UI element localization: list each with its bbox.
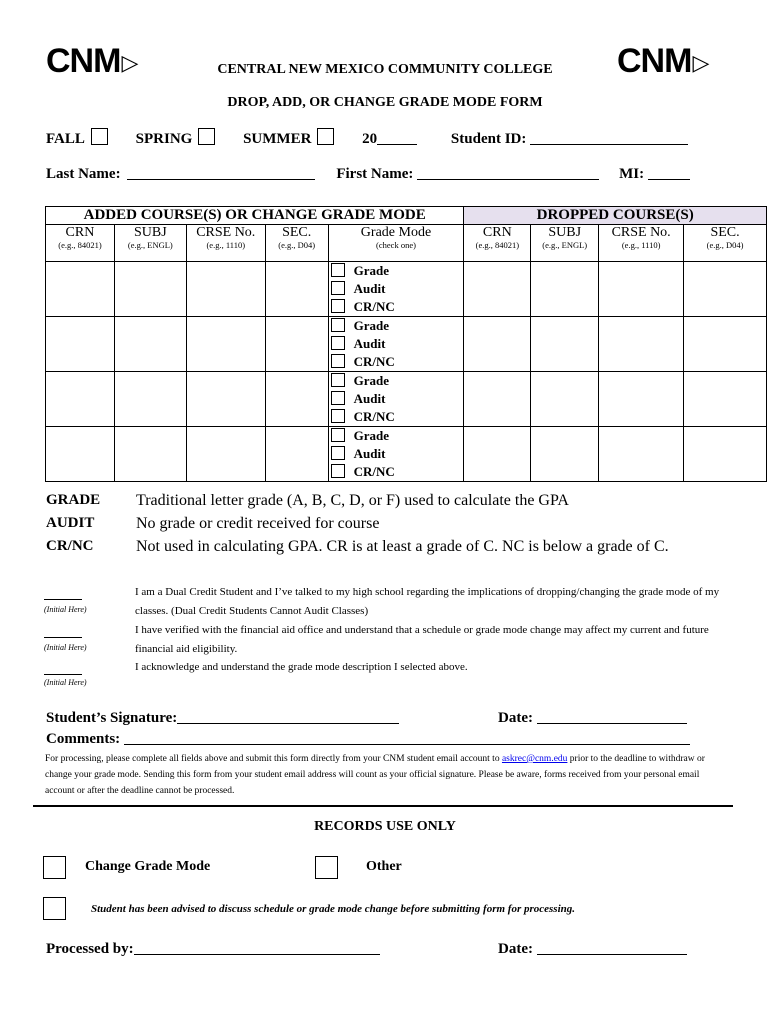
grade-mode-checkbox[interactable] <box>331 336 345 350</box>
dropped-crse-cell[interactable] <box>599 317 684 372</box>
grade-mode-option-label: CR/NC <box>353 299 395 314</box>
added-subj-header: SUBJ (e.g., ENGL) <box>114 225 186 262</box>
dropped-crn-cell[interactable] <box>464 262 531 317</box>
change-grade-mode-option: Change Grade Mode <box>43 856 66 884</box>
grade-mode-option[interactable] <box>329 463 464 481</box>
grade-mode-checkbox[interactable] <box>331 428 345 442</box>
dropped-crn-cell[interactable] <box>464 427 531 482</box>
definition-row: CR/NC Not used in calculating GPA. CR is at least a grade of C. NC is below a grade of C. <box>46 538 669 555</box>
added-crn-cell[interactable] <box>46 317 115 372</box>
student-id-field[interactable] <box>530 144 688 145</box>
added-crse-cell[interactable] <box>186 317 265 372</box>
grade-mode-cell <box>328 427 464 482</box>
processed-by-label: Processed by: <box>46 941 134 957</box>
dropped-subj-cell[interactable] <box>531 372 599 427</box>
course-row <box>46 372 767 427</box>
advised-option: Student has been advised to discuss schedule or grade mode change before submitting form for processing. <box>43 897 66 925</box>
dropped-sec-cell[interactable] <box>684 372 767 427</box>
added-crse-cell[interactable] <box>186 262 265 317</box>
added-subj-cell[interactable] <box>114 317 186 372</box>
change-grade-mode-checkbox[interactable] <box>43 856 66 879</box>
added-courses-header: ADDED COURSE(S) OR CHANGE GRADE MODE <box>46 207 464 225</box>
comments-field[interactable] <box>124 744 690 745</box>
grade-mode-cell <box>328 317 464 372</box>
grade-mode-option[interactable] <box>329 298 464 316</box>
dropped-courses-header: DROPPED COURSE(S) <box>464 207 767 225</box>
askrec-email-link[interactable]: askrec@cnm.edu <box>501 754 568 764</box>
added-subj-cell[interactable] <box>114 372 186 427</box>
spring-label: SPRING <box>135 131 193 147</box>
grade-mode-option[interactable] <box>329 372 464 390</box>
grade-mode-option[interactable] <box>329 317 464 335</box>
grade-mode-option-label: CR/NC <box>353 354 395 369</box>
added-crn-cell[interactable] <box>46 262 115 317</box>
grade-mode-checkbox[interactable] <box>331 446 345 460</box>
logo-arrow-icon: ▷ <box>121 50 138 76</box>
added-crn-cell[interactable] <box>46 427 115 482</box>
initial-field-1[interactable] <box>44 599 82 600</box>
processed-by-row <box>46 941 746 958</box>
added-crse-cell[interactable] <box>186 427 265 482</box>
course-row <box>46 317 767 372</box>
signature-row <box>46 710 746 727</box>
dropped-crse-cell[interactable] <box>599 262 684 317</box>
comments-label: Comments: <box>46 731 121 747</box>
grade-mode-header: Grade Mode (check one) <box>328 225 464 262</box>
signature-field[interactable] <box>177 723 399 724</box>
dropped-sec-cell[interactable] <box>684 317 767 372</box>
advised-checkbox[interactable] <box>43 897 66 920</box>
comments-row <box>46 731 746 748</box>
grade-mode-option[interactable] <box>329 427 464 445</box>
grade-mode-checkbox[interactable] <box>331 281 345 295</box>
course-table <box>45 206 767 482</box>
grade-mode-option-label: Grade <box>353 428 389 443</box>
dropped-crn-cell[interactable] <box>464 317 531 372</box>
initial-field-2[interactable] <box>44 637 82 638</box>
definition-row: GRADE Traditional letter grade (A, B, C, D, or F) used to calculate the GPA <box>46 492 569 509</box>
grade-mode-option[interactable] <box>329 445 464 463</box>
grade-mode-option-label: Grade <box>353 318 389 333</box>
fall-checkbox[interactable] <box>91 128 108 145</box>
other-checkbox[interactable] <box>315 856 338 879</box>
spring-checkbox[interactable] <box>198 128 215 145</box>
term-row <box>46 128 746 148</box>
college-name: CENTRAL NEW MEXICO COMMUNITY COLLEGE <box>217 62 553 77</box>
added-subj-cell[interactable] <box>114 262 186 317</box>
dropped-crn-header: CRN (e.g., 84021) <box>464 225 531 262</box>
grade-mode-checkbox[interactable] <box>331 354 345 368</box>
initial-field-3[interactable] <box>44 674 82 675</box>
dropped-sec-cell[interactable] <box>684 262 767 317</box>
year-prefix: 20 <box>362 131 378 147</box>
processed-date-group: Date: <box>498 941 687 958</box>
dropped-crn-cell[interactable] <box>464 372 531 427</box>
grade-mode-checkbox[interactable] <box>331 464 345 478</box>
added-sec-cell[interactable] <box>265 317 328 372</box>
added-crse-cell[interactable] <box>186 372 265 427</box>
dropped-subj-header: SUBJ (e.g., ENGL) <box>531 225 599 262</box>
grade-mode-checkbox[interactable] <box>331 299 345 313</box>
added-sec-cell[interactable] <box>265 427 328 482</box>
grade-mode-option[interactable] <box>329 390 464 408</box>
grade-mode-option-label: CR/NC <box>353 409 395 424</box>
grade-mode-checkbox[interactable] <box>331 391 345 405</box>
grade-mode-checkbox[interactable] <box>331 409 345 423</box>
signature-date-group: Date: <box>498 710 687 727</box>
grade-mode-option-label: Grade <box>353 263 389 278</box>
dropped-subj-cell[interactable] <box>531 262 599 317</box>
grade-mode-cell <box>328 262 464 317</box>
divider <box>33 805 733 807</box>
dropped-crse-cell[interactable] <box>599 427 684 482</box>
grade-mode-option[interactable] <box>329 408 464 426</box>
grade-mode-checkbox[interactable] <box>331 373 345 387</box>
added-crse-header: CRSE No. (e.g., 1110) <box>186 225 265 262</box>
mi-label: MI: <box>619 166 645 182</box>
grade-mode-cell <box>328 372 464 427</box>
year-field[interactable] <box>377 144 417 145</box>
form-title: DROP, ADD, OR CHANGE GRADE MODE FORM <box>227 95 543 110</box>
first-name-label: First Name: <box>336 166 414 182</box>
last-name-field[interactable] <box>127 179 315 180</box>
dropped-crse-cell[interactable] <box>599 372 684 427</box>
grade-mode-option-label: Audit <box>353 336 386 351</box>
processed-date-field[interactable] <box>537 954 687 955</box>
grade-mode-option-label: CR/NC <box>353 464 395 479</box>
dropped-subj-cell[interactable] <box>531 317 599 372</box>
dropped-sec-cell[interactable] <box>684 427 767 482</box>
student-id-label: Student ID: <box>450 131 527 147</box>
added-crn-header: CRN (e.g., 84021) <box>46 225 115 262</box>
fall-label: FALL <box>46 131 85 147</box>
grade-mode-option[interactable] <box>329 353 464 371</box>
cnm-logo-right: CNM▷ <box>617 42 709 80</box>
added-sec-cell[interactable] <box>265 372 328 427</box>
grade-mode-option-label: Audit <box>353 391 386 406</box>
grade-mode-option-label: Audit <box>353 446 386 461</box>
mi-field[interactable] <box>648 179 690 180</box>
added-sec-cell[interactable] <box>265 262 328 317</box>
added-subj-cell[interactable] <box>114 427 186 482</box>
grade-mode-option-label: Grade <box>353 373 389 388</box>
grade-mode-checkbox[interactable] <box>331 263 345 277</box>
summer-label: SUMMER <box>243 131 312 147</box>
name-row <box>46 166 746 183</box>
grade-mode-option[interactable] <box>329 280 464 298</box>
dropped-crse-header: CRSE No. (e.g., 1110) <box>599 225 684 262</box>
dropped-subj-cell[interactable] <box>531 427 599 482</box>
records-title: RECORDS USE ONLY <box>314 819 456 834</box>
last-name-label: Last Name: <box>46 166 121 182</box>
logo-arrow-icon: ▷ <box>692 50 709 76</box>
grade-mode-option[interactable] <box>329 335 464 353</box>
grade-mode-definitions <box>46 492 746 561</box>
cnm-logo-left: CNM▷ <box>46 42 138 80</box>
added-crn-cell[interactable] <box>46 372 115 427</box>
definition-row: AUDIT No grade or credit received for course <box>46 515 380 532</box>
grade-mode-option-label: Audit <box>353 281 386 296</box>
course-row <box>46 427 767 482</box>
signature-date-field[interactable] <box>537 723 687 724</box>
first-name-field[interactable] <box>417 179 599 180</box>
processing-instructions: For processing, please complete all fields above and submit this form directly from your CNM student email account to askrec@cnm.edu prior to the deadline to withdraw or change your grade mode. Sending this form from your student email address will count as your official signature. Please be aware, forms received from your personal email account or after the deadline cannot be processed. <box>45 754 705 796</box>
dropped-sec-header: SEC. (e.g., D04) <box>684 225 767 262</box>
course-row <box>46 262 767 317</box>
signature-label: Student’s Signature: <box>46 710 178 726</box>
added-sec-header: SEC. (e.g., D04) <box>265 225 328 262</box>
summer-checkbox[interactable] <box>317 128 334 145</box>
grade-mode-option[interactable] <box>329 262 464 280</box>
other-option: Other <box>315 856 338 884</box>
processed-by-field[interactable] <box>134 954 380 955</box>
grade-mode-checkbox[interactable] <box>331 318 345 332</box>
